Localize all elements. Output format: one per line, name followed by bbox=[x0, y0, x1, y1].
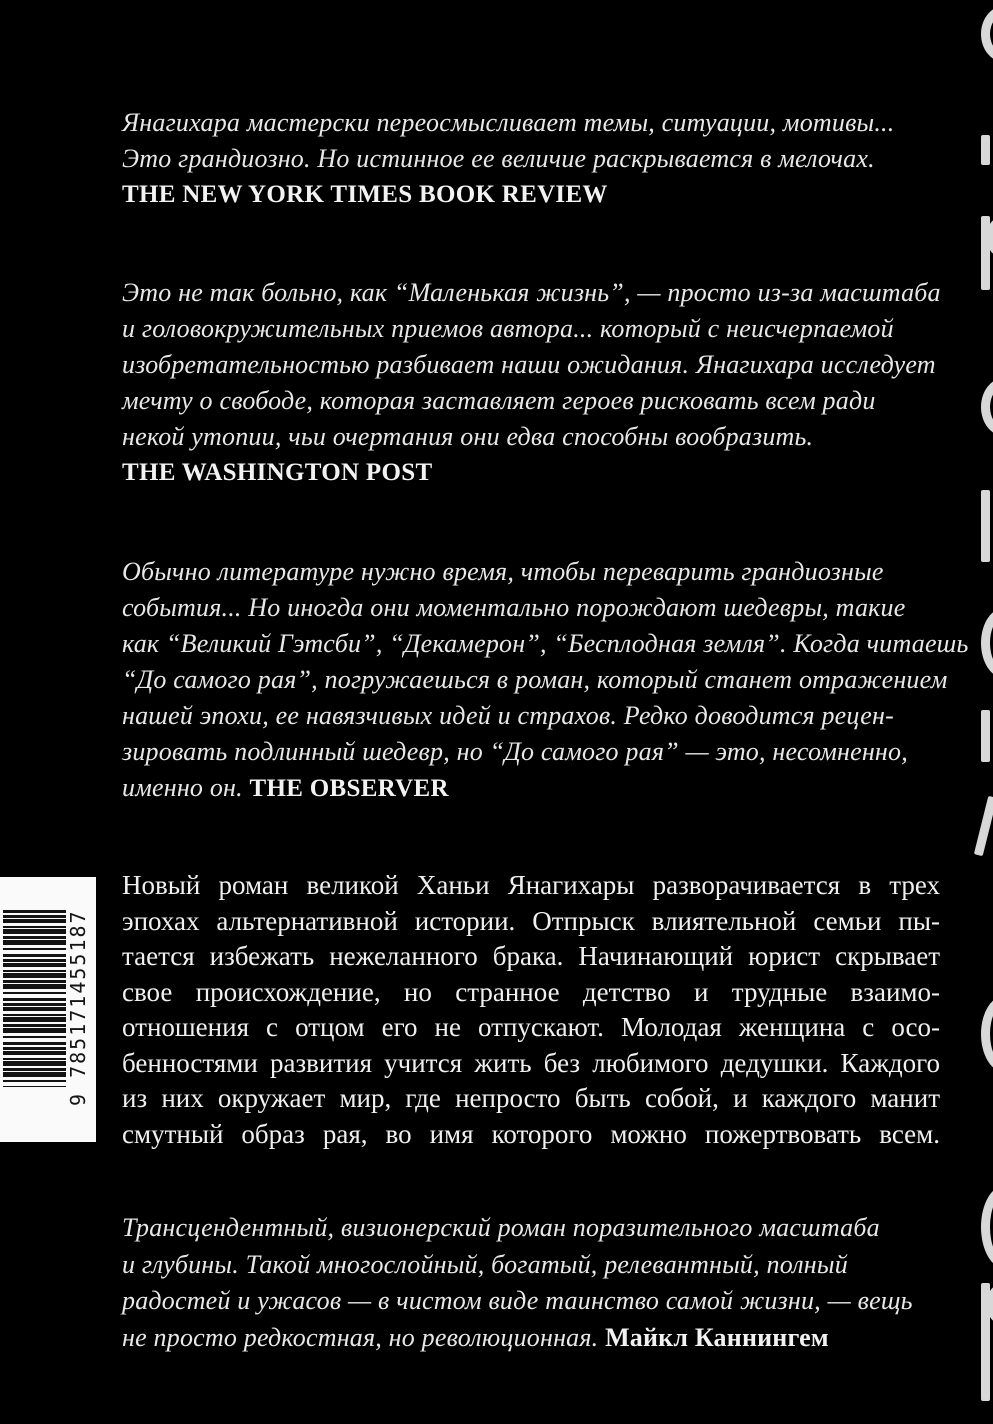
synopsis-line: Новый роман великой Ханьи Янагихары разворачивается в трех bbox=[122, 870, 940, 900]
synopsis-line: отношения с отцом его не отпускают. Молодая женщина с осо- bbox=[122, 1012, 940, 1042]
synopsis-line: из них окружает мир, где непросто быть собой, и каждого манит bbox=[122, 1083, 940, 1113]
review-source-nyt: THE NEW YORK TIMES BOOK REVIEW bbox=[122, 181, 608, 208]
endorsement-tail: не просто редкостная, но революционная. bbox=[122, 1322, 606, 1352]
endorsement-block bbox=[122, 1210, 913, 1356]
endorsement-attribution: Майкл Каннингем bbox=[605, 1322, 829, 1352]
endorsement-line: Трансцендентный, визионерский роман поразительного масштаба bbox=[122, 1213, 880, 1242]
synopsis-line: тается избежать нежеланного брака. Начинающий юрист скрывает bbox=[122, 941, 940, 971]
review-quote-line: и головокружительных приемов автора... который с неисчерпаемой bbox=[122, 314, 894, 343]
review-block-observer bbox=[122, 554, 969, 807]
edge-letter-fragment bbox=[981, 490, 990, 562]
review-source-wapo: THE WASHINGTON POST bbox=[122, 459, 433, 486]
synopsis-line: эпохах альтернативной истории. Отпрыск влиятельной семьи пы- bbox=[122, 905, 940, 936]
synopsis-line: бенностями развития учится жить без любимого дедушки. Каждого bbox=[122, 1047, 940, 1078]
review-quote-line: нашей эпохи, ее навязчивых идей и страхов. Редко доводится рецен- bbox=[122, 701, 894, 730]
review-quote-line: изобретательностью разбивает наши ожидания. Янагихара исследует bbox=[122, 350, 936, 379]
review-block-nyt bbox=[122, 105, 894, 213]
review-quote-line bbox=[122, 770, 969, 807]
barcode bbox=[0, 877, 96, 1142]
endorsement-line: и глубины. Такой многослойный, богатый, релевантный, полный bbox=[122, 1249, 848, 1279]
review-quote-line: события... Но иногда они моментально порождают шедевры, такие bbox=[122, 593, 906, 622]
review-quote-line: Обычно литературе нужно время, чтобы переварить грандиозные bbox=[122, 557, 884, 586]
edge-letter-fragment bbox=[981, 710, 990, 762]
synopsis-line: смутный образ рая, во имя которого можно пожертвовать всем. bbox=[122, 1118, 940, 1149]
review-block-wapo bbox=[122, 275, 941, 491]
edge-letter-fragment bbox=[981, 6, 993, 62]
review-quote-line: Это не так больно, как “Маленькая жизнь”, — просто из-за масштаба bbox=[122, 278, 941, 307]
review-quote-line: как “Великий Гэтсби”, “Декамерон”, “Бесплодная земля”. Когда читаешь bbox=[122, 629, 969, 658]
endorsement-line bbox=[122, 1320, 913, 1357]
review-quote-line: Это грандиозно. Но истинное ее величие раскрывается в мелочах. bbox=[122, 144, 875, 173]
barcode-bars bbox=[3, 910, 66, 1087]
edge-letter-fragment bbox=[981, 996, 993, 1072]
review-quote-line: Янагихара мастерски переосмысливает темы, ситуации, мотивы... bbox=[122, 108, 895, 137]
endorsement-line: радостей и ужасов — в чистом виде таинство самой жизни, — вещь bbox=[122, 1286, 913, 1315]
edge-letter-fragment bbox=[981, 1186, 993, 1268]
edge-letter-fragment bbox=[981, 1283, 990, 1401]
synopsis-block bbox=[122, 868, 940, 1152]
edge-letter-fragment bbox=[981, 216, 990, 290]
edge-letter-fragment bbox=[974, 796, 993, 856]
isbn-number: 9 785171455187 bbox=[66, 909, 90, 1106]
review-quote-line: зировать подлинный шедевр, но “До самого рая” — это, несомненно, bbox=[122, 737, 908, 766]
synopsis-line: свое происхождение, но странное детство и трудные взаимо- bbox=[122, 976, 940, 1007]
review-quote-line: мечту о свободе, которая заставляет героев рисковать всем ради bbox=[122, 386, 876, 415]
edge-letter-fragment bbox=[981, 378, 993, 436]
review-quote-line: некой утопии, чьи очертания они едва способны вообразить. bbox=[122, 422, 814, 451]
review-source-observer: THE OBSERVER bbox=[249, 775, 449, 802]
edge-letter-fragment bbox=[981, 608, 993, 678]
review-quote-line: “До самого рая”, погружаешься в роман, который станет отражением bbox=[122, 665, 948, 694]
review-quote-tail: именно он. bbox=[122, 773, 250, 802]
edge-letter-fragment bbox=[981, 135, 990, 165]
